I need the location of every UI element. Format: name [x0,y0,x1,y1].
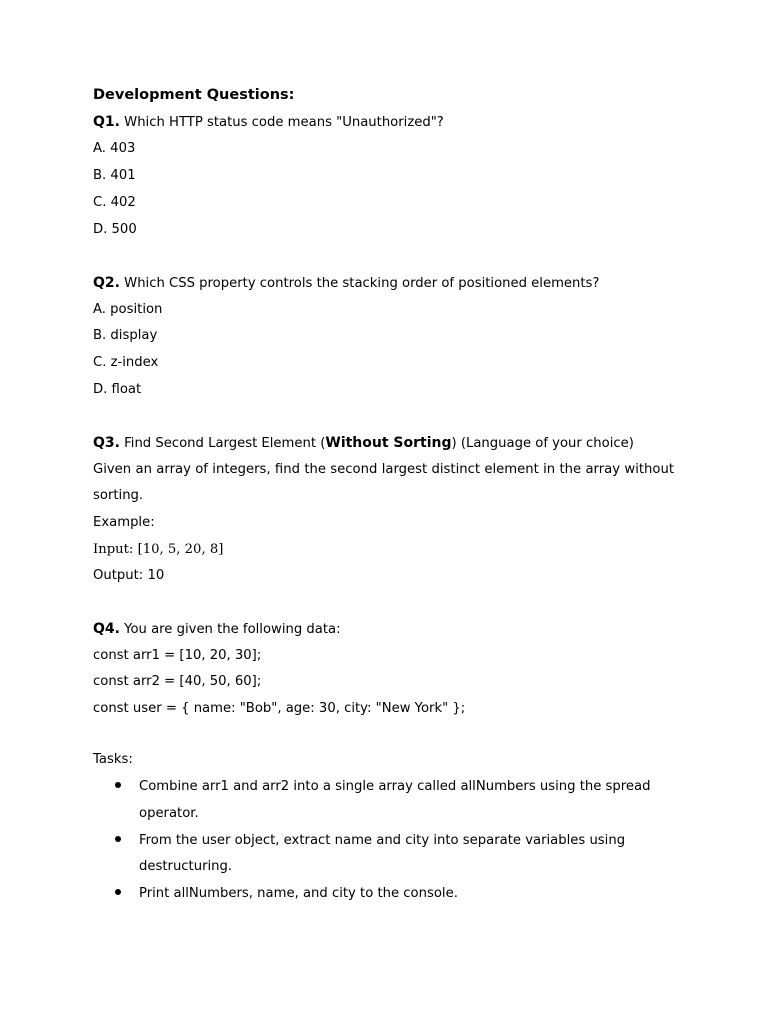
question-3-text-bold: Without Sorting [325,435,452,451]
task-3-line-1: Print allNumbers, name, and city to the console. [139,886,458,901]
question-3-input-value: [10, 5, 20, 8] [133,542,224,557]
question-1-number: Q1. [93,114,120,130]
task-1-line-2: operator. [139,806,199,821]
question-2-option-c: C. z-index [93,355,159,370]
task-3-bullet [115,886,123,894]
task-1-bullet [115,779,123,787]
question-3-description-line-1: Given an array of integers, find the second largest distinct element in the array without [93,462,674,477]
question-2-option-a: A. position [93,302,163,317]
question-3-output: Output: 10 [93,568,165,583]
question-3-example-label: Example: [93,515,155,530]
document-title: Development Questions: [93,87,295,103]
question-1-option-c: C. 402 [93,195,136,210]
task-2-line-1: From the user object, extract name and city into separate variables using [139,833,626,848]
question-2-option-d: D. float [93,382,142,397]
question-3-text-b: ) (Language of your choice) [451,436,634,451]
question-1-option-b: B. 401 [93,168,136,183]
question-2 [93,275,599,292]
question-4-code-line-1: const arr1 = [10, 20, 30]; [93,648,262,663]
question-4-number: Q4. [93,621,120,637]
question-3-input-label: Input: [93,542,134,557]
tasks-label: Tasks: [93,752,133,767]
question-3-text-a: Find Second Largest Element ( [119,436,326,451]
question-4-code-line-3: const user = { name: "Bob", age: 30, city: "New York" }; [93,701,466,716]
question-1 [93,114,444,131]
question-2-number: Q2. [93,275,120,291]
question-3 [93,435,634,452]
question-1-option-d: D. 500 [93,222,137,237]
question-3-number: Q3. [93,435,120,451]
task-2-bullet [115,833,123,841]
question-4 [93,621,341,638]
question-2-text: Which CSS property controls the stacking order of positioned elements? [119,276,600,291]
question-1-text: Which HTTP status code means "Unauthorized"? [119,115,444,130]
question-3-description-line-2: sorting. [93,488,144,503]
task-2-line-2: destructuring. [139,859,233,874]
task-1-line-1: Combine arr1 and arr2 into a single array called allNumbers using the spread [139,779,651,794]
question-1-option-a: A. 403 [93,141,136,156]
question-3-input [93,542,223,558]
question-4-text: You are given the following data: [119,622,341,637]
question-4-code-line-2: const arr2 = [40, 50, 60]; [93,674,262,689]
question-2-option-b: B. display [93,328,158,343]
